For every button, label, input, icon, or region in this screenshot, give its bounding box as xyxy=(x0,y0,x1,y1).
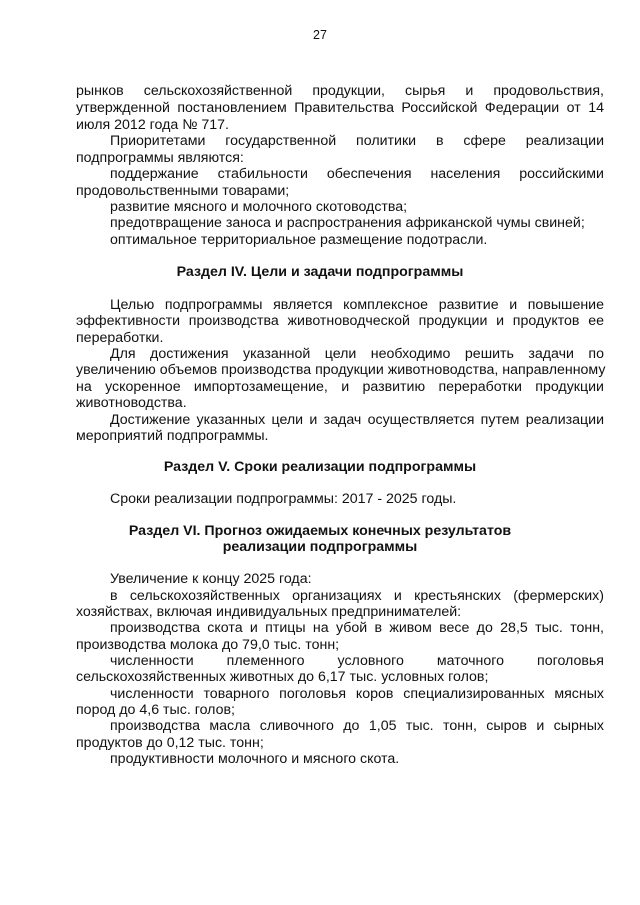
text-line: переработки. xyxy=(76,330,164,346)
text-line: увеличению объемов производства продукции животноводства, направленному xyxy=(76,362,606,378)
text-line: Приоритетами государственной политики в сфере реализации xyxy=(110,133,604,149)
text-line: хозяйствах, включая индивидуальных предпринимателей: xyxy=(76,604,462,620)
text-line: предотвращение заноса и распространения африканской чумы свиней; xyxy=(110,215,585,231)
text-line: подпрограммы являются: xyxy=(76,150,244,166)
page-number: 27 xyxy=(313,28,327,42)
text-line: продовольственными товарами; xyxy=(76,183,290,199)
text-line: в сельскохозяйственных организациях и крестьянских (фермерских) xyxy=(110,588,604,604)
text-line: оптимальное территориальное размещение подотрасли. xyxy=(110,232,488,248)
text-line: поддержание стабильности обеспечения населения российскими xyxy=(110,166,604,182)
section-heading-line: Раздел V. Сроки реализации подпрограммы xyxy=(163,459,477,475)
text-line: сельскохозяйственных животных до 6,17 тыс. условных голов; xyxy=(76,669,489,685)
text-line: производства скота и птицы на убой в живом весе до 28,5 тыс. тонн, xyxy=(110,620,604,636)
text-line: производства молока до 79,0 тыс. тонн; xyxy=(76,637,340,653)
text-line: развитие мясного и молочного скотоводства; xyxy=(110,199,408,215)
section-heading-line: реализации подпрограммы xyxy=(222,539,418,555)
section-heading-line: Раздел IV. Цели и задачи подпрограммы xyxy=(176,264,464,280)
text-line: производства масла сливочного до 1,05 тыс. тонн, сыров и сырных xyxy=(110,718,604,734)
text-line: мероприятий подпрограммы. xyxy=(76,428,269,444)
text-line: продуктивности молочного и мясного скота. xyxy=(110,751,400,767)
text-line: эффективности производства животноводческой продукции и продуктов ее xyxy=(76,313,604,329)
text-line: пород до 4,6 тыс. голов; xyxy=(76,702,235,718)
text-line: Сроки реализации подпрограммы: 2017 - 2025 годы. xyxy=(110,491,457,507)
text-line: утвержденной постановлением Правительства Российской Федерации от 14 xyxy=(76,100,604,116)
text-line: Достижение указанных цели и задач осуществляется путем реализации xyxy=(110,412,604,428)
text-line: численности племенного условного маточного поголовья xyxy=(110,653,604,669)
text-line: июля 2012 года № 717. xyxy=(76,117,229,133)
section-heading-line: Раздел VI. Прогноз ожидаемых конечных результатов xyxy=(128,523,512,539)
text-line: Увеличение к концу 2025 года: xyxy=(110,571,312,587)
text-line: продуктов до 0,12 тыс. тонн; xyxy=(76,735,264,751)
text-line: численности товарного поголовья коров специализированных мясных xyxy=(110,686,604,702)
text-line: животноводства. xyxy=(76,395,187,411)
text-line: Целью подпрограммы является комплексное развитие и повышение xyxy=(110,297,604,313)
text-line: на ускоренное импортозамещение, и развитию переработки продукции xyxy=(76,379,604,395)
text-line: Для достижения указанной цели необходимо решить задачи по xyxy=(110,346,604,362)
text-line: рынков сельскохозяйственной продукции, сырья и продовольствия, xyxy=(76,83,604,99)
